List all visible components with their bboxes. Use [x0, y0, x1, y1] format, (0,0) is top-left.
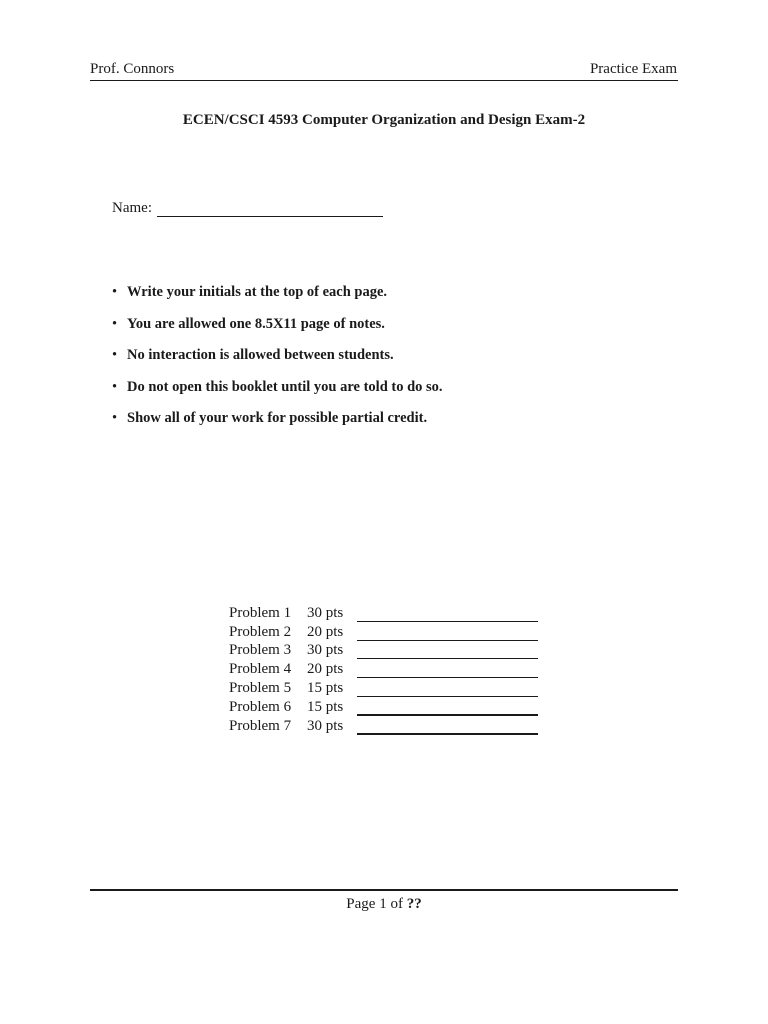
problem-points: 30 pts — [307, 642, 344, 659]
instruction-item — [112, 316, 443, 348]
problem-label: Problem 2 — [229, 623, 292, 640]
bullet-icon: • — [112, 284, 118, 300]
score-blank-line[interactable] — [357, 663, 538, 678]
score-row-problem-3 — [229, 641, 538, 660]
problem-label: Problem 7 — [229, 717, 292, 734]
header-author: Prof. Connors — [90, 61, 175, 77]
bullet-icon: • — [112, 410, 118, 426]
score-row-problem-7 — [229, 716, 538, 735]
problem-points: 30 pts — [307, 604, 344, 621]
instruction-item — [112, 347, 443, 379]
problem-label: Problem 5 — [229, 679, 292, 696]
score-blank-line[interactable] — [357, 700, 538, 716]
score-row-problem-4 — [229, 659, 538, 678]
bullet-icon: • — [112, 347, 118, 363]
score-blank-line[interactable] — [357, 719, 538, 735]
score-blank-line[interactable] — [357, 682, 538, 697]
problem-points: 20 pts — [307, 623, 344, 640]
score-blank-line[interactable] — [357, 644, 538, 659]
footer-divider — [90, 889, 678, 891]
name-row — [112, 200, 383, 217]
score-row-problem-1 — [229, 603, 538, 622]
page-number-total: ?? — [406, 896, 422, 912]
instruction-item — [112, 410, 443, 442]
problem-points: 15 pts — [307, 698, 344, 715]
instruction-item — [112, 284, 443, 316]
header-divider — [90, 80, 678, 81]
name-blank-line[interactable] — [157, 203, 383, 217]
score-table — [229, 603, 538, 735]
problem-label: Problem 3 — [229, 642, 292, 659]
score-row-problem-2 — [229, 622, 538, 641]
instruction-item — [112, 379, 443, 411]
problem-points: 30 pts — [307, 717, 344, 734]
page-number-prefix: Page 1 of — [346, 896, 407, 912]
bullet-icon: • — [112, 378, 118, 395]
problem-label: Problem 4 — [229, 661, 292, 678]
instruction-text: Do not open this booklet until you are told to do so. — [127, 378, 443, 395]
problem-points: 15 pts — [307, 679, 344, 696]
page-number — [0, 896, 768, 913]
exam-title: ECEN/CSCI 4593 Computer Organization and Design Exam-2 — [182, 112, 586, 128]
score-row-problem-5 — [229, 678, 538, 697]
header-exam-type: Practice Exam — [589, 61, 677, 77]
problem-points: 20 pts — [307, 661, 344, 678]
instruction-text: You are allowed one 8.5X11 page of notes. — [127, 315, 385, 332]
instructions-list — [112, 284, 443, 442]
bullet-icon: • — [112, 315, 118, 332]
problem-label: Problem 6 — [229, 698, 292, 715]
score-blank-line[interactable] — [357, 626, 538, 641]
score-row-problem-6 — [229, 697, 538, 716]
score-blank-line[interactable] — [357, 607, 538, 622]
instruction-text: Show all of your work for possible partial credit. — [127, 410, 428, 426]
problem-label: Problem 1 — [229, 604, 292, 621]
instruction-text: No interaction is allowed between students. — [127, 347, 394, 363]
instruction-text: Write your initials at the top of each page. — [127, 284, 388, 300]
name-label: Name: — [112, 200, 152, 216]
